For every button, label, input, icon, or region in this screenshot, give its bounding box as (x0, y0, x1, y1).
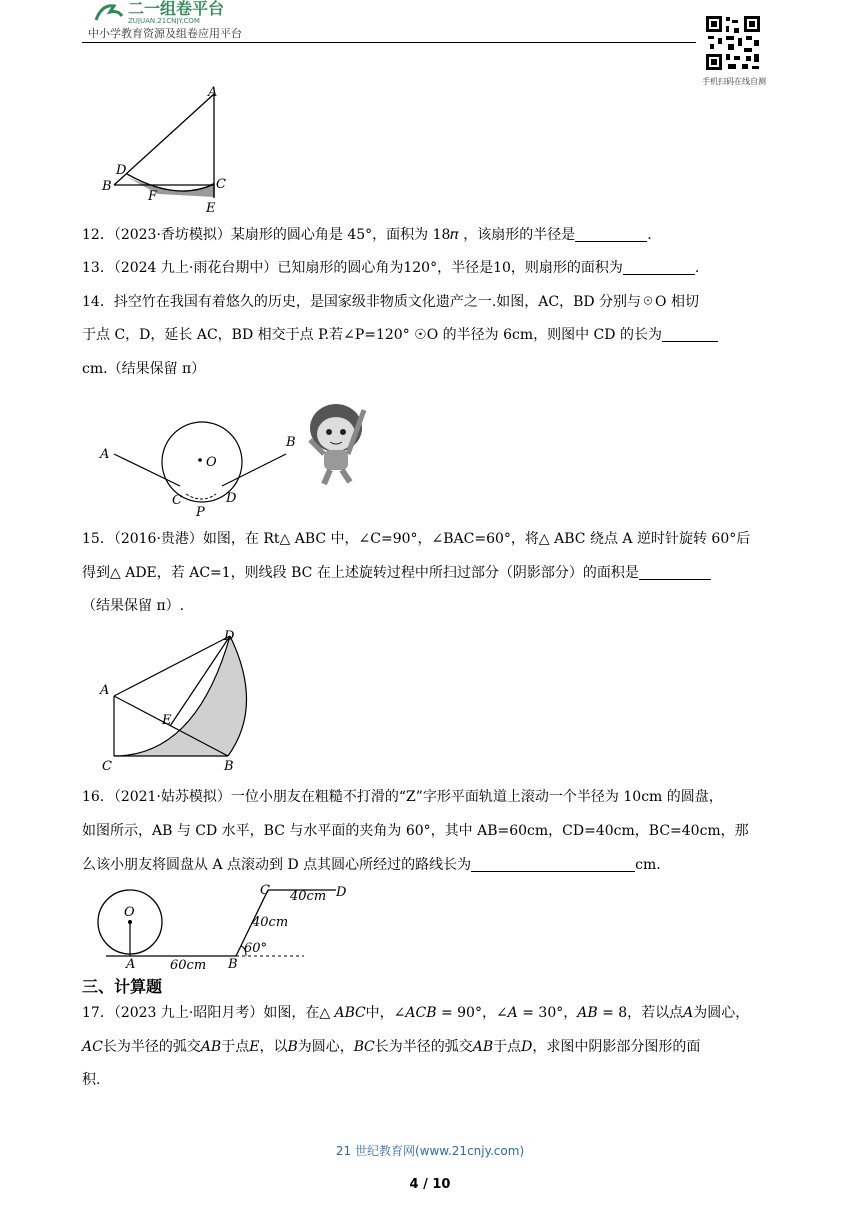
question-14-line1: 14．抖空竹在我国有着悠久的历史，是国家级非物质文化遗产之一.如图，AC，BD 分别与☉O 相切 (82, 294, 699, 310)
label-f: F (148, 189, 158, 204)
label-c: C (102, 759, 112, 774)
label-p: P (196, 505, 205, 520)
question-15-line2: 得到△ ADE，若 AC=1，则线段 BC 在上述旋转过程中所扫过部分（阴影部分）的面积是 (82, 563, 711, 583)
label-a: A (100, 683, 110, 698)
platform-logo (88, 0, 278, 24)
answer-blank-13 (623, 260, 695, 275)
figure-q16 (96, 884, 346, 972)
platform-subtitle: 中小学教育资源及组卷应用平台 (88, 27, 242, 40)
label-d: D (226, 491, 237, 506)
answer-blank-12 (575, 227, 647, 242)
label-o: O (206, 455, 217, 470)
svg-text:ZUJUAN.21CNJY.COM: ZUJUAN.21CNJY.COM (128, 17, 200, 24)
label-ab-length: 60cm (170, 958, 207, 972)
page-number: 4 / 10 (409, 1177, 451, 1192)
label-d: D (116, 163, 127, 178)
label-b: B (224, 759, 234, 774)
label-d: D (224, 629, 235, 644)
label-e: E (162, 713, 172, 728)
label-c: C (172, 493, 182, 508)
figure-q15 (96, 626, 256, 776)
question-17-line2: 𝐴𝐶长为半径的弧交𝐴𝐵于点𝐸，以𝐵为圆心，𝐵𝐶长为半径的弧交𝐴𝐵于点𝐷，求图中阴影部分图形的面 (82, 1039, 701, 1055)
label-c: C (260, 884, 270, 898)
label-a: A (100, 447, 110, 462)
question-17-line1: 17．（2023 九上·昭阳月考）如图，在△ 𝐴𝐵𝐶中，∠𝐴𝐶𝐵 = 90°，∠𝐴 = 30°，𝐴𝐵 = 8，若以点𝐴为圆心， (82, 1005, 750, 1021)
question-15-line3: （结果保留 π）. (82, 598, 185, 614)
label-b: B (228, 957, 238, 972)
label-a: A (126, 957, 136, 972)
question-12: 12．（2023·香坊模拟）某扇形的圆心角是 45°，面积为 18𝜋 ，该扇形的半径是 . (82, 227, 652, 243)
question-16-line1: 16．（2021·姑苏模拟）一位小朋友在粗糙不打滑的“Z”字形平面轨道上滚动一个半径为 10cm 的圆盘， (82, 789, 723, 805)
figure-q11 (96, 84, 236, 218)
label-bc-length: 40cm (252, 915, 289, 930)
question-14-line2: 于点 C，D，延长 AC，BD 相交于点 P.若∠P=120° ☉O 的半径为 6cm，则图中 CD 的长为 (82, 325, 718, 345)
question-14-line3: cm.（结果保留 π） (82, 361, 206, 377)
section-heading-calculation: 三、计算题 (82, 977, 163, 996)
question-16-line3: 么该小朋友将圆盘从 A 点滚动到 D 点其圆心所经过的路线长为 cm. (82, 857, 661, 873)
cartoon-child-icon (310, 404, 364, 484)
footer-website-link[interactable]: 21 世纪教育网(www.21cnjy.com) (335, 1144, 525, 1158)
answer-blank-15 (639, 565, 711, 580)
svg-text:二一组卷平台: 二一组卷平台 (128, 0, 225, 18)
header-divider (82, 42, 696, 43)
question-15-line1: 15．（2016·贵港）如图，在 Rt△ ABC 中，∠C=90°，∠BAC=60°，将△ ABC 绕点 A 逆时针旋转 60°后 (82, 531, 751, 547)
question-16-line2: 如图所示，AB 与 CD 水平，BC 与水平面的夹角为 60°，其中 AB=60cm，CD=40cm，BC=40cm，那 (82, 823, 749, 839)
label-e: E (206, 201, 216, 216)
answer-blank-14 (662, 327, 718, 342)
label-b: B (286, 435, 296, 450)
label-angle: 60° (244, 941, 268, 956)
label-d: D (336, 885, 346, 900)
figure-q14 (96, 388, 386, 520)
qr-code-icon (704, 14, 762, 72)
label-b: B (102, 179, 112, 194)
label-c: C (216, 177, 226, 192)
answer-blank-16 (471, 857, 635, 872)
label-o: O (124, 905, 135, 920)
qr-caption: 手机扫码在线自测 (702, 77, 766, 86)
question-17-line3: 积. (82, 1072, 101, 1088)
label-cd-length: 40cm (290, 889, 327, 904)
question-13: 13．（2024 九上·雨花台期中）已知扇形的圆心角为120°，半径是10，则扇形的面积为 . (82, 260, 700, 276)
label-a: A (208, 85, 218, 100)
